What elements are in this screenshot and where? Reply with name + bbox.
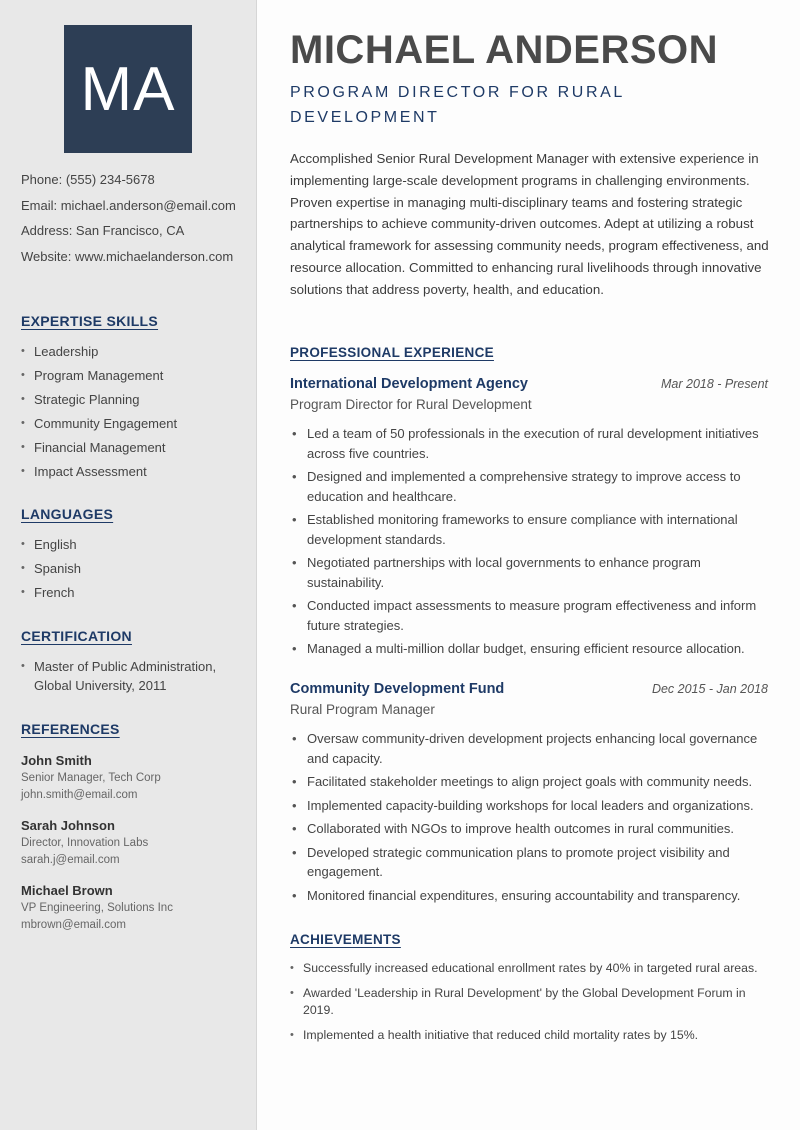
achievement-item: • Awarded 'Leadership in Rural Development' by the Global Development Forum in 2019. (290, 985, 770, 1020)
skill-item: • Leadership (21, 342, 246, 361)
achievement-item: • Implemented a health initiative that reduced child mortality rates by 15%. (290, 1027, 770, 1045)
job-bullet: • Implemented capacity-building workshops for local leaders and organizations. (290, 796, 768, 816)
job-dates: Dec 2015 - Jan 2018 (651, 682, 768, 696)
skill-item: • Impact Assessment (21, 462, 246, 481)
contact-phone: Phone: (555) 234-5678 (21, 172, 155, 187)
job-bullet: • Oversaw community-driven development projects enhancing local governance and capacity. (290, 729, 768, 768)
skill-item: • Program Management (21, 366, 246, 385)
languages-list (21, 535, 246, 602)
languages-heading: LANGUAGES (21, 506, 114, 522)
job-bullet: • Established monitoring frameworks to ensure compliance with international development standards. (290, 510, 768, 549)
professional-summary: Accomplished Senior Rural Development Manager with extensive experience in implementing large-scale development programs in challenging environments. Proven expertise in managing multi-disciplinary teams and fostering strategic partnerships to achieve community-driven outcomes. Adept at utilizing a robust analytical framework for assessing community needs, program effectiveness, and resource allocation. Committed to enhancing rural livelihoods through innovative solutions that address poverty, health, and education. (290, 151, 769, 297)
skills-list (21, 342, 246, 481)
certification-list (21, 657, 221, 695)
job-bullet: • Developed strategic communication plans to promote project visibility and engagement. (290, 843, 768, 882)
skill-item: • Financial Management (21, 438, 246, 457)
job-bullet: • Collaborated with NGOs to improve health outcomes in rural communities. (290, 819, 768, 839)
reference-email: mbrown@email.com (21, 919, 126, 931)
reference-email: john.smith@email.com (21, 789, 138, 801)
achievements-list (290, 960, 770, 1051)
language-item: • Spanish (21, 559, 246, 578)
job-bullet: • Monitored financial expenditures, ensuring accountability and transparency. (290, 886, 768, 906)
contact-info (21, 172, 251, 274)
job-bullet: • Led a team of 50 professionals in the execution of rural development initiatives across five countries. (290, 424, 768, 463)
contact-email: Email: michael.anderson@email.com (21, 197, 236, 213)
job-dates: Mar 2018 - Present (661, 377, 768, 391)
job-company: International Development Agency (290, 376, 528, 392)
reference-name: Michael Brown (21, 883, 113, 898)
job-title: Rural Program Manager (290, 702, 435, 717)
reference-role: Director, Innovation Labs (21, 837, 149, 849)
monogram-badge (64, 25, 192, 153)
job-bullet: • Negotiated partnerships with local governments to enhance program sustainability. (290, 553, 768, 592)
languages-section (21, 506, 246, 607)
reference-entry (21, 881, 246, 934)
reference-role: VP Engineering, Solutions Inc (21, 902, 173, 914)
candidate-title: PROGRAM DIRECTOR FOR RURAL DEVELOPMENT (290, 84, 625, 126)
experience-heading: PROFESSIONAL EXPERIENCE (290, 345, 494, 360)
language-item: • French (21, 583, 246, 602)
reference-role: Senior Manager, Tech Corp (21, 772, 161, 784)
achievements-heading: ACHIEVEMENTS (290, 932, 401, 947)
candidate-name: MICHAEL ANDERSON (290, 28, 719, 72)
reference-email: sarah.j@email.com (21, 854, 120, 866)
skill-item: • Community Engagement (21, 414, 246, 433)
job-bullet: • Conducted impact assessments to measure program effectiveness and inform future strategies. (290, 596, 768, 635)
job-bullets (290, 424, 768, 659)
sidebar (0, 0, 257, 1130)
reference-entry (21, 751, 246, 804)
skill-item: • Strategic Planning (21, 390, 246, 409)
contact-website: Website: www.michaelanderson.com (21, 248, 234, 264)
certification-section (21, 628, 221, 700)
certification-item: • Master of Public Administration, Global University, 2011 (21, 657, 221, 695)
language-item: • English (21, 535, 246, 554)
references-list (21, 751, 246, 934)
references-section (21, 721, 246, 946)
job-company: Community Development Fund (290, 681, 505, 697)
references-heading: REFERENCES (21, 721, 120, 737)
achievement-item: • Successfully increased educational enrollment rates by 40% in targeted rural areas. (290, 960, 770, 978)
job-bullet: • Facilitated stakeholder meetings to align project goals with community needs. (290, 772, 768, 792)
skills-section (21, 313, 246, 486)
reference-name: Sarah Johnson (21, 818, 115, 833)
skills-heading: EXPERTISE SKILLS (21, 313, 159, 329)
job-header (290, 376, 768, 392)
job-bullet: • Managed a multi-million dollar budget, ensuring efficient resource allocation. (290, 639, 768, 659)
job-bullets (290, 729, 768, 905)
job-bullet: • Designed and implemented a comprehensive strategy to improve access to education and healthcare. (290, 467, 768, 506)
certification-heading: CERTIFICATION (21, 628, 132, 644)
monogram-initials: MA (80, 54, 176, 124)
job-header (290, 681, 768, 697)
reference-entry (21, 816, 246, 869)
contact-address: Address: San Francisco, CA (21, 223, 185, 238)
reference-name: John Smith (21, 753, 92, 768)
job-entry (290, 376, 768, 663)
job-title: Program Director for Rural Development (290, 397, 532, 412)
job-entry (290, 681, 768, 909)
